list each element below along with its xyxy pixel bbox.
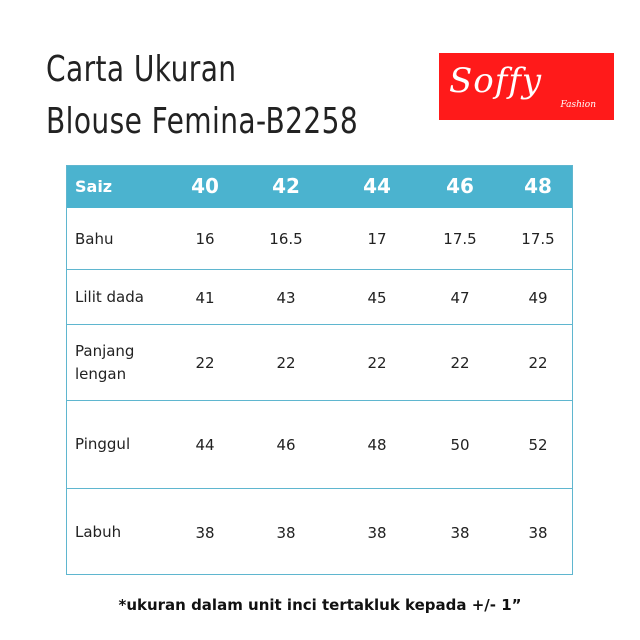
size-header-cell: 42 <box>272 174 300 198</box>
table-cell: 38 <box>195 524 215 542</box>
table-cell: 17 <box>367 230 387 248</box>
header-label: Saiz <box>75 177 113 196</box>
table-cell: 52 <box>528 436 548 454</box>
size-chart-table <box>66 165 573 575</box>
table-cell: 41 <box>195 289 215 307</box>
table-cell: 45 <box>367 289 387 307</box>
table-cell: 22 <box>276 354 296 372</box>
page-title <box>46 44 358 148</box>
table-cell: 22 <box>195 354 215 372</box>
table-cell: 22 <box>450 354 470 372</box>
table-cell: 43 <box>276 289 296 307</box>
table-cell: 38 <box>276 524 296 542</box>
logo-wordmark: Soffy <box>449 61 543 101</box>
size-header-cell: 46 <box>446 174 474 198</box>
table-cell: 38 <box>450 524 470 542</box>
row-label: Labuh <box>75 523 122 541</box>
table-cell: 46 <box>276 436 296 454</box>
table-cell: 16 <box>195 230 215 248</box>
table-cell: 17.5 <box>443 230 477 248</box>
title-line-2: Blouse Femina-B2258 <box>46 101 359 142</box>
table-cell: 22 <box>367 354 387 372</box>
row-label: Lilit dada <box>75 288 144 306</box>
table-cell: 38 <box>528 524 548 542</box>
size-header-cell: 44 <box>363 174 391 198</box>
row-divider <box>67 400 572 401</box>
row-label: Panjang lengan <box>75 342 135 383</box>
table-cell: 44 <box>195 436 215 454</box>
brand-logo <box>439 53 614 120</box>
size-header-cell: 40 <box>191 174 219 198</box>
table-cell: 38 <box>367 524 387 542</box>
table-cell: 48 <box>367 436 387 454</box>
table-cell: 16.5 <box>269 230 303 248</box>
row-divider <box>67 324 572 325</box>
row-label: Pinggul <box>75 435 131 453</box>
table-cell: 50 <box>450 436 470 454</box>
table-cell: 22 <box>528 354 548 372</box>
table-cell: 47 <box>450 289 470 307</box>
table-header-row <box>67 166 572 208</box>
row-divider <box>67 269 572 270</box>
table-cell: 49 <box>528 289 548 307</box>
title-line-1: Carta Ukuran <box>46 49 237 90</box>
size-header-cell: 48 <box>524 174 552 198</box>
footnote: *ukuran dalam unit inci tertakluk kepada +/- 1” <box>118 596 522 614</box>
row-divider <box>67 488 572 489</box>
table-cell: 17.5 <box>521 230 555 248</box>
logo-subtext: Fashion <box>560 100 596 110</box>
row-label: Bahu <box>75 230 114 248</box>
